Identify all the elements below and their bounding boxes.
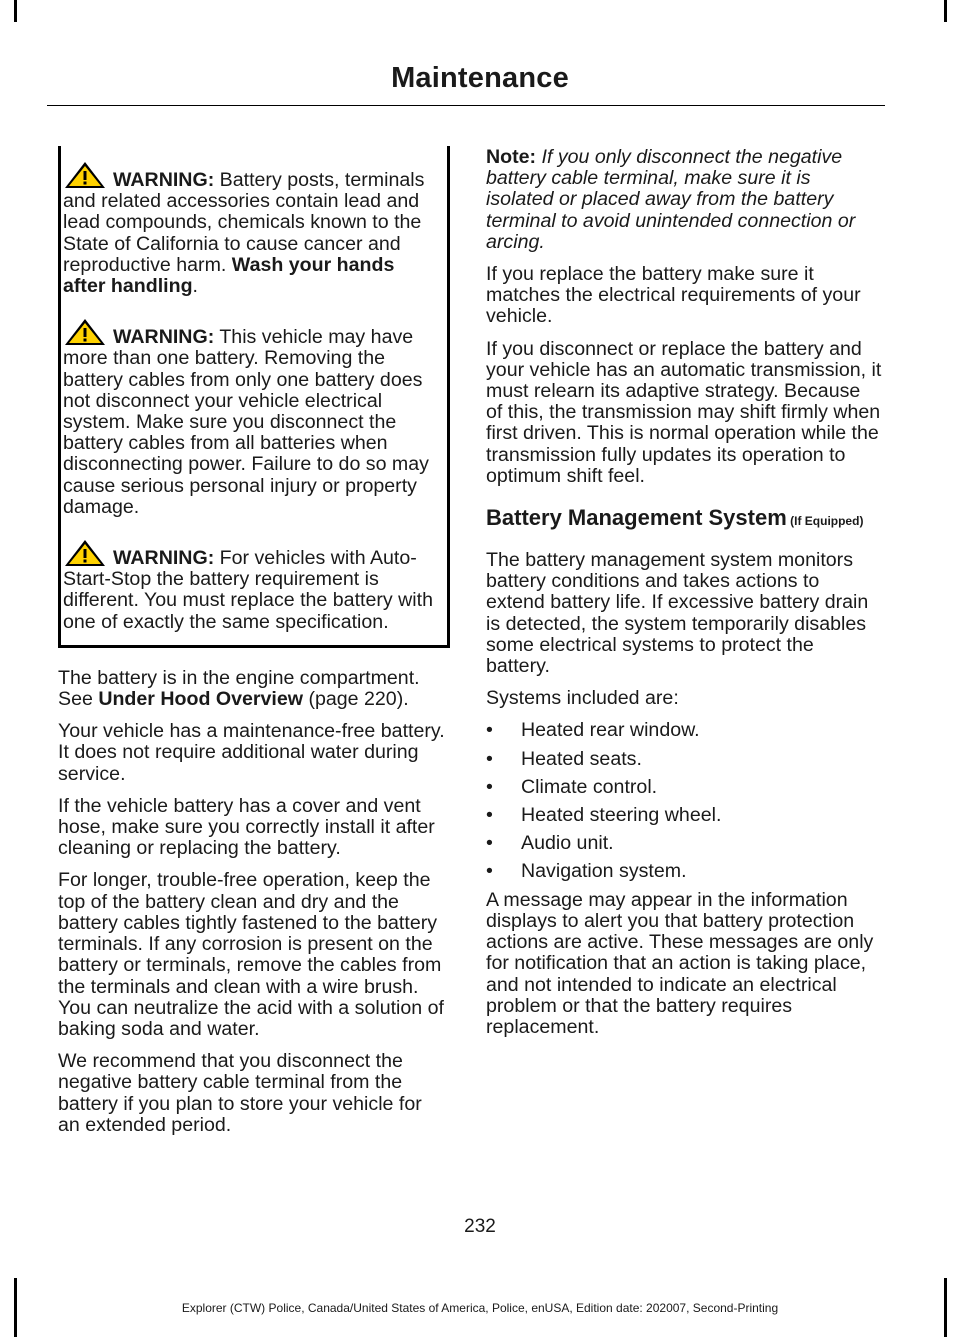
section-heading [486,503,882,536]
warning-label: WARNING: [113,326,215,349]
warning-text: This vehicle may have more than one battery. Removing the battery cables from only one battery does not disconnect your vehicle electrical system. Make sure you disconnect the battery cables from all batteries when disconnecting power. Failure to do so may cause serious personal injury or property damage. [63,326,429,518]
note [486,147,882,253]
warning-item [63,317,439,518]
paragraph: If you disconnect or replace the battery and your vehicle has an automatic transmission, it must relearn its adaptive strategy. Because of this, the transmission may shift firmly when first driven. This is normal operation while the transmission fully updates its operation to optimum shift feel. [486,337,882,487]
paragraph: The battery management system monitors battery conditions and takes actions to extend battery life. If excessive battery drain is detected, the system temporarily disables some electrical systems to protect the battery. [486,549,869,678]
note-label: Note: [486,146,537,168]
list-item: • Heated rear window. [486,720,882,741]
paragraph-text: The battery is in the engine compartment. See [58,666,420,711]
page-number: 232 [464,1216,496,1237]
paragraph: Your vehicle has a maintenance-free battery. It does not require additional water during service. [58,720,445,785]
paragraph: We recommend that you disconnect the negative battery cable terminal from the battery if you plan to store your vehicle for an extended period. [58,1050,422,1136]
right-column [486,147,882,1049]
paragraph: A message may appear in the information displays to alert you that battery protection actions are active. These messages are only for notification that an action is taking place, and not intended to indicate an electrical problem or that the battery requires replacement. [486,888,874,1038]
list-item: • Heated seats. [486,749,882,770]
paragraph: If the vehicle battery has a cover and vent hose, make sure you correctly install it after cleaning or replacing the battery. [58,794,435,860]
systems-list [486,720,882,882]
warning-label: WARNING: [113,169,215,191]
warning-tail: . [192,275,198,298]
paragraph: Systems included are: [486,687,679,710]
list-item: • Navigation system. [486,861,882,882]
warning-text: Battery posts, terminals and related accessories contain lead and lead compounds, chemicals known to the State of California to cause cancer and reproductive harm. [63,169,425,276]
left-column [58,146,448,1147]
list-item: • Heated steering wheel. [486,805,882,826]
paragraph: For longer, trouble-free operation, keep the top of the battery clean and dry and the battery cables tightly fastened to the battery terminals. If any corrosion is present on the battery or terminals, remove the cables from the terminals and clean with a wire brush. You can neutralize the acid with a solution of baking soda and water. [58,869,444,1040]
cross-reference-link[interactable]: Under Hood Overview [98,688,304,711]
warning-triangle-icon [63,160,107,190]
page-reference: (page 220). [303,688,409,711]
warning-item [63,160,439,297]
page-title: Maintenance [391,62,569,94]
warning-triangle-icon [63,538,107,568]
crop-mark [944,0,947,22]
warning-label: WARNING: [113,547,215,570]
warning-text: For vehicles with Auto-Start-Stop the battery requirement is different. You must replace the battery with one of exactly the same specification. [63,547,433,633]
warning-box [58,146,450,648]
warning-emphasis: Wash your hands after handling [63,253,395,298]
warning-triangle-icon [63,317,107,347]
section-heading-qualifier: (If Equipped) [786,514,864,529]
list-item: • Climate control. [486,777,882,798]
paragraph: If you replace the battery make sure it matches the electrical requirements of your vehicle. [486,263,861,328]
list-item: • Audio unit. [486,833,882,854]
paragraph [58,668,448,710]
crop-mark [14,0,17,22]
section-heading-text: Battery Management System [486,505,787,531]
note-text: If you only disconnect the negative battery cable terminal, make sure it is isolated or placed away from the battery terminal to avoid unintended connection or arcing. [486,146,856,253]
warning-item [63,538,439,633]
header-divider [47,105,885,106]
footer-text: Explorer (CTW) Police, Canada/United States of America, Police, enUSA, Edition date: 202007, Second-Printing [181,1301,779,1315]
